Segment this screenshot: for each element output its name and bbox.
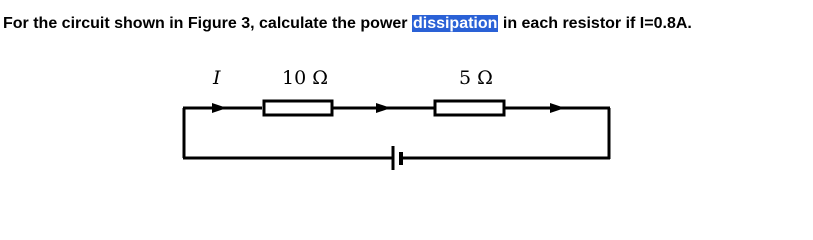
current-arrow-icon	[550, 103, 565, 113]
resistor-1-label: 10 Ω	[282, 67, 328, 89]
current-label: I	[213, 67, 221, 89]
battery-icon	[393, 146, 401, 170]
resistor-5-ohm	[435, 101, 504, 115]
question-text-after: in each resistor if I=0.8A.	[498, 15, 692, 32]
current-arrow-icon	[376, 103, 391, 113]
selected-text-highlight[interactable]: dissipation	[412, 15, 498, 32]
circuit-wires	[183, 108, 610, 159]
resistor-2-label: 5 Ω	[459, 67, 493, 89]
resistor-10-ohm	[264, 101, 332, 115]
question-text-before: For the circuit shown in Figure 3, calculate the power	[3, 15, 412, 32]
current-arrow-icon	[212, 103, 227, 113]
